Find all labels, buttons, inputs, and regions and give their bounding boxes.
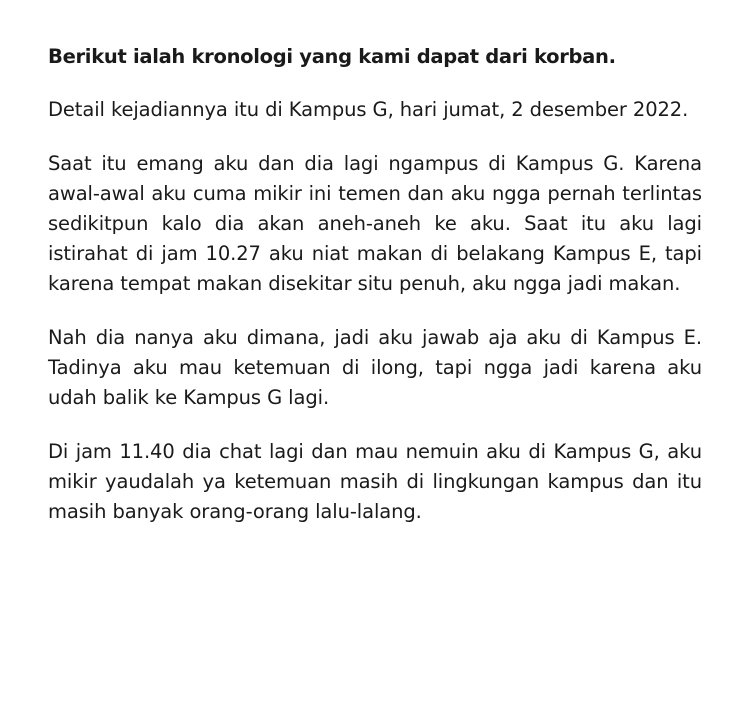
document-body bbox=[48, 42, 702, 551]
paragraph-campus-e: Nah dia nanya aku dimana, jadi aku jawab aja aku di Kampus E. Tadinya aku mau ketemuan di ilong, tapi ngga jadi karena aku udah balik ke Kampus G lagi. bbox=[48, 326, 702, 409]
paragraph-chat: Di jam 11.40 dia chat lagi dan mau nemuin aku di Kampus G, aku mikir yaudalah ya ketemuan masih di lingkungan kampus dan itu masih banyak orang-orang lalu-lalang. bbox=[48, 440, 702, 523]
document-heading: Berikut ialah kronologi yang kami dapat dari korban. bbox=[48, 45, 616, 68]
paragraph-campus-g: Saat itu emang aku dan dia lagi ngampus di Kampus G. Karena awal-awal aku cuma mikir ini temen dan aku ngga pernah terlintas sedikitpun kalo dia akan aneh-aneh ke aku. Saat itu aku lagi istirahat di jam 10.27 aku niat makan di belakang Kampus E, tapi karena tempat makan disekitar situ penuh, aku ngga jadi makan. bbox=[48, 152, 702, 295]
paragraph-date: Detail kejadiannya itu di Kampus G, hari jumat, 2 desember 2022. bbox=[48, 98, 689, 121]
